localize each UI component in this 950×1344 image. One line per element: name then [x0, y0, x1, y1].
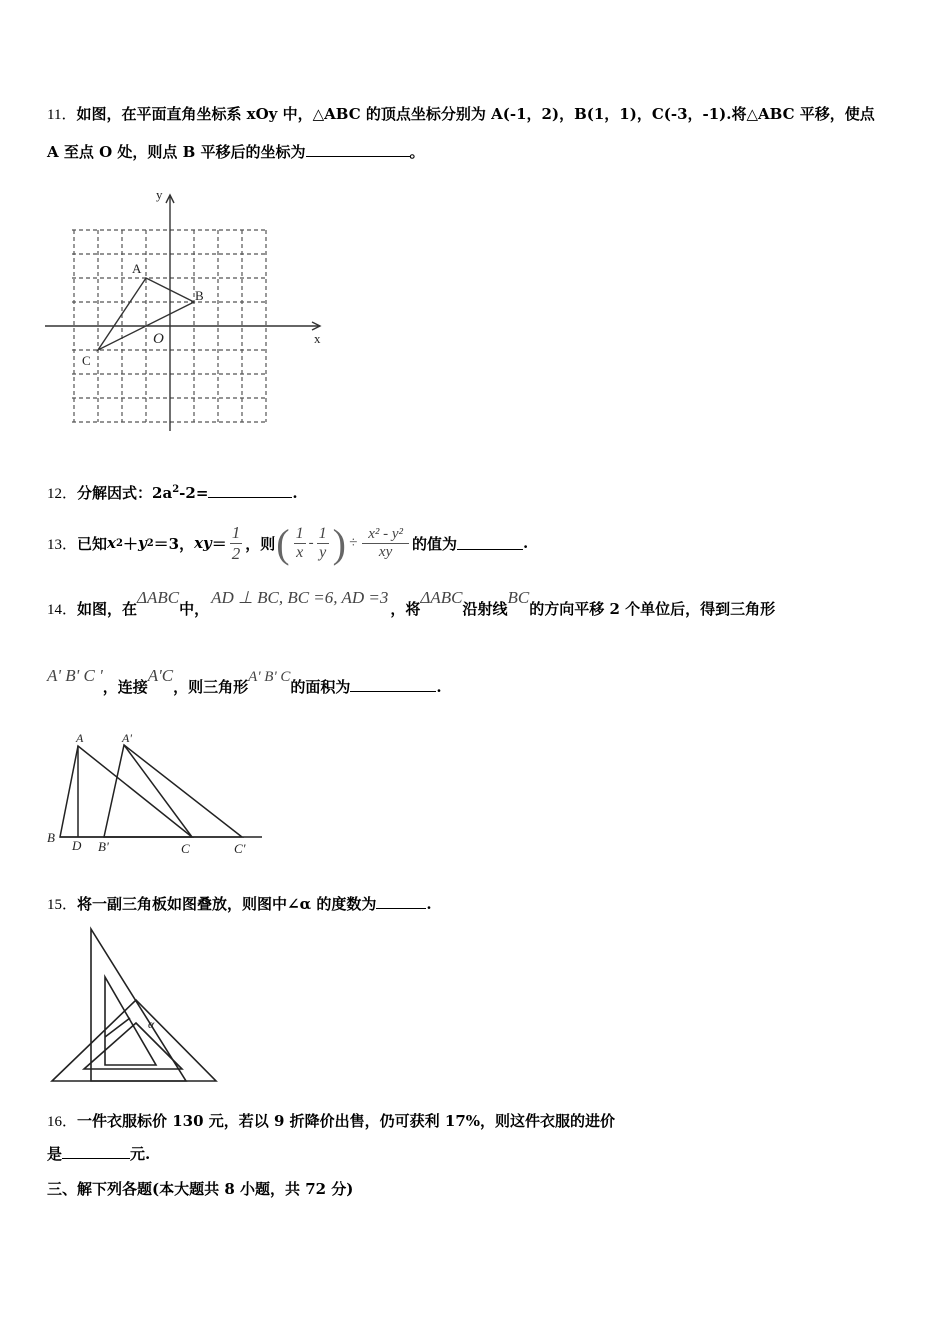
q13-line: 13． 已知 x 2 ＋ y 2 ＝3， xy ＝ $\frac{1}{2}$ ，则 ( $\frac{1}{x}$ - $\frac{1}{y}$ ) ÷ $\frac{\text{x² - y²}}{xy}$ 的值为 .	[47, 520, 529, 566]
left-paren: (	[276, 520, 290, 566]
q15-triangle-rulers-figure	[44, 925, 224, 1087]
fraction-1-over-x: $\frac{1}{x}$	[295, 524, 304, 561]
fraction-1-over-y: $\frac{1}{y}$	[318, 524, 327, 561]
answer-blank	[306, 143, 410, 157]
q11-number: 11．	[47, 107, 77, 123]
answer-blank	[457, 536, 523, 550]
alpha-angle-label: α	[148, 1017, 155, 1031]
right-paren: )	[332, 520, 346, 566]
vertex-c-label: C	[181, 841, 190, 856]
q12-number: 12．	[47, 486, 78, 502]
q11-line1: 11．如图，在平面直角坐标系 xOy 中，△ABC 的顶点坐标分别为 A(-1，2)，B(1，1)，C(-3，-1).将△ABC 平移，使点	[47, 105, 875, 123]
vertex-b-label: B	[47, 830, 55, 845]
q14-line2: A' B' C '，连接A'C，则三角形A' B' C的面积为 .	[47, 666, 442, 696]
vertex-b-label: B	[195, 288, 204, 303]
q11-coordinate-figure	[40, 183, 330, 435]
q16-number: 16．	[47, 1114, 78, 1130]
vertex-c-label: C	[82, 353, 91, 368]
q14-number: 14．	[47, 602, 78, 618]
q11-line2: A 至点 O 处，则点 B 平移后的坐标为 。	[47, 143, 425, 161]
vertex-a-label: A	[76, 731, 84, 745]
half-fraction: $\frac{1}{2}$	[231, 522, 241, 563]
q13-number: 13．	[47, 536, 78, 553]
q12-line: 12．分解因式：$2a^2-2=$ .	[47, 484, 298, 502]
vertex-b-prime-label: B'	[98, 839, 109, 854]
q16-line1: 16．一件衣服标价 130 元，若以 9 折降价出售，仍可获利 17%，则这件衣服的进价	[47, 1112, 616, 1130]
vertex-a-label: A	[132, 261, 142, 276]
vertex-d-label: D	[72, 838, 82, 853]
answer-blank	[208, 484, 292, 498]
x-axis-label: x	[314, 331, 321, 346]
answer-blank	[62, 1145, 130, 1159]
q16-line2: 是 元.	[47, 1145, 151, 1163]
q15-number: 15．	[47, 897, 78, 913]
y-axis-label: y	[156, 187, 163, 202]
vertex-a-prime-label: A'	[122, 731, 132, 745]
origin-label: O	[153, 331, 164, 347]
q15-line: 15．将一副三角板如图叠放，则图中∠α 的度数为 .	[47, 895, 432, 913]
section-heading: 三、解下列各题(本大题共 8 小题，共 72 分)	[47, 1180, 354, 1198]
answer-blank	[350, 678, 436, 692]
fraction-x2-y2-over-xy: $\frac{\text{x² - y²}}{xy}$	[362, 526, 409, 561]
q14-line1: 14．如图，在ΔABC中，AD ⊥ BC, BC =6, AD =3，将ΔABC沿射线BC的方向平移 2 个单位后，得到三角形	[47, 588, 776, 618]
answer-blank	[376, 895, 426, 909]
q14-translation-figure	[40, 728, 270, 858]
vertex-c-prime-label: C'	[234, 841, 246, 856]
